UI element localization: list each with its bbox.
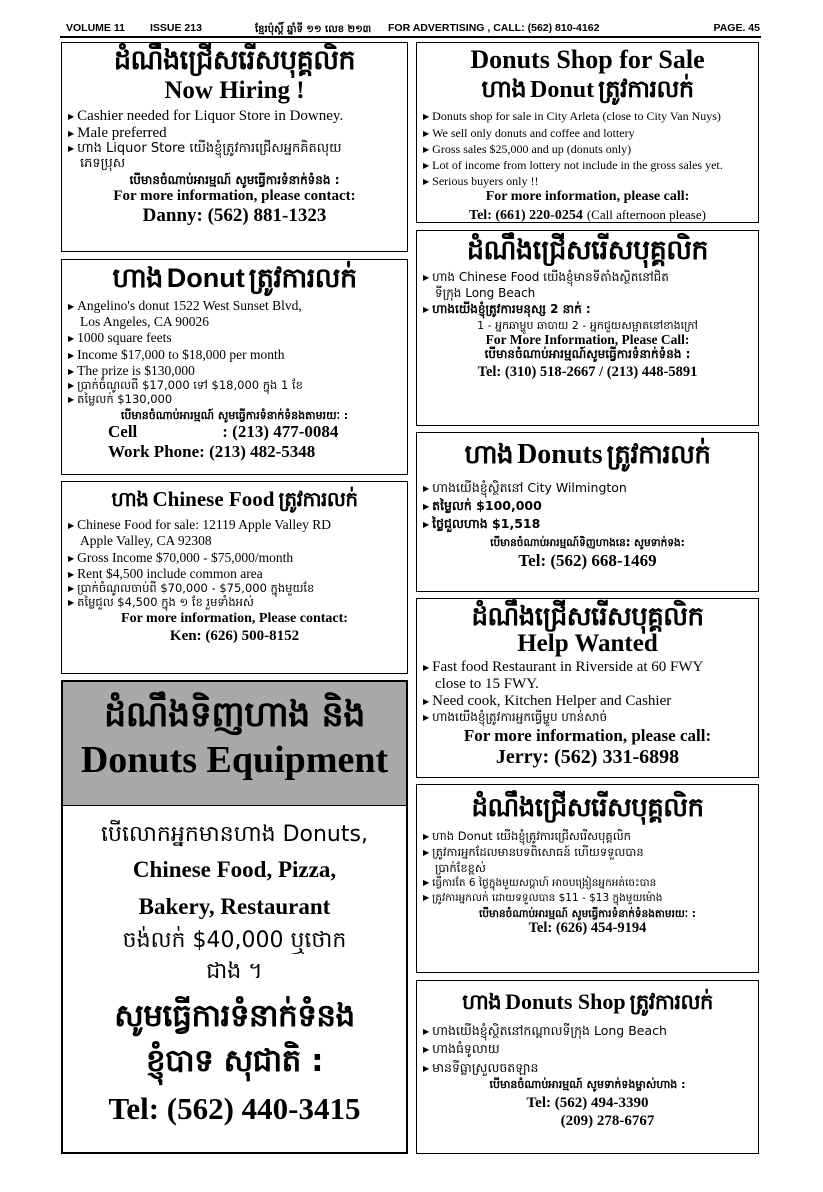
ad-khmer-title-en: Donuts Shop	[505, 989, 626, 1014]
ad-cell-label: Cell	[108, 422, 138, 442]
ad-khmer-title: ដំណឹងទិញហាង និង	[104, 695, 365, 735]
ad-line: ▶ តម្លៃជួល $4,500 ក្នុង ១ ខែ រួមទាំងអស់	[68, 596, 407, 610]
ad-line: Los Angeles, CA 90026	[80, 314, 210, 330]
ad-khmer-title: ត្រូវការលក់	[248, 263, 357, 294]
ad-khmer-title-en: Chinese Food	[152, 487, 275, 511]
ad-khmer-contact: ខ្ញុំបាទ សុជាតិ :	[145, 1042, 324, 1079]
ad-line: ▶ ហាង Chinese Food យើងខ្ញុំមានទីតាំងស្ថិតនៅជិត	[423, 269, 758, 285]
ad-line: ▶ ហាងយើងខ្ញុំត្រូវការអ្នកធ្វើម្ហូប ហាន់សាច់	[423, 711, 758, 725]
ad-khmer-title: ហាង	[112, 263, 163, 294]
ad-khmer-title: ត្រូវការលក់	[629, 990, 713, 1014]
ad-line: ▶ ហាងធំទូលាយ	[423, 1040, 758, 1058]
ad-contact: For more information, please call:	[485, 189, 690, 205]
ad-donuts-shop-long-beach	[416, 980, 759, 1154]
ad-line: ▶ ប្រាក់ចំណូលពី $17,000 ទៅ $18,000 ក្នុង 1 ខែ	[68, 379, 407, 393]
ad-line: Chinese Food, Pizza,	[132, 857, 337, 883]
ad-line: ▶ តម្លៃលក់ $100,000	[423, 497, 758, 515]
ad-line: ▶ ត្រូវការអ្នកលក់ ដោយទទួលបាន $11 - $13 ក្នុងមួយម៉ោង	[423, 891, 758, 906]
ad-line: ▶ 1000 square feets	[68, 330, 407, 346]
ad-line	[63, 822, 406, 847]
ad-khmer-contact: បើមានចំណាប់អារម្មណ៍ សូមធ្វើការទំនាក់ទំនងតាមរយៈ :	[120, 408, 349, 422]
ad-contact: For more information, please contact:	[113, 187, 356, 204]
ad-angelinos-donut	[61, 259, 408, 475]
ad-line: ▶ Chinese Food for sale: 12119 Apple Valley RD	[68, 517, 407, 533]
ad-phone-note: (Call afternoon please)	[586, 206, 706, 222]
ad-khmer-title-en: Donuts	[517, 439, 603, 470]
ad-phone: Tel: (562) 668-1469	[518, 550, 657, 570]
ad-title: Help Wanted	[517, 630, 658, 657]
ad-line: ▶ ធ្វើការតែ 6 ថ្ងៃក្នុងមួយសប្តាហ៍ អាចបង្រៀនអ្នកអត់ចេះបាន	[423, 876, 758, 891]
ad-line: ▶ Male preferred	[68, 125, 407, 142]
ad-line: ▶ ប្រាក់ចំណូលចាប់ពី $70,000 - $75,000 ក្នុងមួយខែ	[68, 582, 407, 596]
ad-phone: Tel: (562) 440-3415	[108, 1090, 361, 1126]
ad-line: ភេទប្រុស	[80, 156, 126, 172]
ad-khmer-title-en: Donut	[166, 263, 245, 293]
ad-khmer-title: ដំណឹងជ្រើសរើសបុគ្គលិក	[471, 602, 704, 632]
ad-phone: Tel: (310) 518-2667 / (213) 448-5891	[477, 363, 698, 380]
ad-donuts-wilmington	[416, 432, 759, 592]
ad-line: ▶ មានទីធ្លាស្រួលចតឡាន	[423, 1059, 758, 1077]
ad-khmer-title: ដំណឹងជ្រើសរើសបុគ្គលិក	[113, 45, 356, 76]
ad-line: ▶ ហាងយើងខ្ញុំស្ថិតនៅកណ្តាលទីក្រុង Long Beach	[423, 1022, 758, 1040]
ad-line: ▶ We sell only donuts and coffee and lottery	[423, 125, 758, 141]
ad-roles: 1 - អ្នកឆាម្ហូប ឆាបាយ 2 - អ្នកជួយសម្អាតនៅខាងក្រៅ	[477, 318, 698, 332]
ad-khmer-title-en: Donut	[530, 76, 595, 103]
ad-line: ▶ The prize is $130,000	[68, 363, 407, 379]
ad-donut-hiring	[416, 784, 759, 973]
ad-khmer-title: ដំណឹងជ្រើសរើសបុគ្គលិក	[471, 793, 704, 823]
ad-title: Now Hiring !	[164, 77, 305, 104]
ad-line: ▶ តម្លៃលក់ $130,000	[68, 393, 407, 407]
ad-khmer-contact: បើមានចំណាប់អារម្មណ៍ សូមទាក់ទងម្ចាស់ហាង :	[489, 1077, 686, 1091]
ad-line: ▶ ត្រូវការអ្នកដែលមានបទពិសោធន៍ ហើយទទួលបាន	[423, 844, 758, 860]
page-header	[60, 18, 760, 38]
volume-label: VOLUME 11	[66, 22, 125, 34]
ad-line: ▶ Gross sales $25,000 and up (donuts only)	[423, 141, 758, 157]
ad-line-text: បើលោកអ្នកមានហាង Donuts,	[101, 822, 368, 847]
ad-line: ប្រាក់ខែខ្ពស់	[435, 861, 486, 876]
ad-line: ▶ ថ្លៃជួលហាង $1,518	[423, 515, 758, 533]
ad-phone-secondary: (209) 278-6767	[560, 1112, 655, 1129]
ad-khmer-contact: បើមានចំណាប់អារម្មណ៍ទិញហាងនេះ សូមទាក់ទង:	[490, 536, 685, 549]
ad-line: ▶ Gross Income $70,000 - $75,000/month	[68, 550, 407, 566]
ad-line: ជាង ។	[206, 959, 263, 985]
ad-line: ចង់លក់ $40,000 ឬថោក	[122, 928, 347, 954]
ad-work-phone: (213) 482-5348	[209, 441, 316, 461]
ad-line: ▶ Rent $4,500 include common area	[68, 566, 407, 582]
ad-khmer-title: ត្រូវការលក់	[598, 74, 694, 103]
ad-khmer-title: ត្រូវការលក់	[606, 440, 711, 470]
ad-khmer-title: ត្រូវការលក់	[278, 487, 358, 511]
ad-phone: Tel: (626) 454-9194	[528, 919, 647, 936]
ad-line: ▶ Need cook, Kitchen Helper and Cashier	[423, 693, 758, 710]
ad-now-hiring	[61, 42, 408, 252]
ad-title: Donuts Shop for Sale	[470, 45, 705, 74]
ad-phone: Danny: (562) 881-1323	[142, 205, 327, 227]
ad-khmer-title: ហាង	[464, 440, 514, 470]
ad-donuts-shop-for-sale	[416, 42, 759, 223]
ad-work-label: Work Phone:	[108, 441, 205, 461]
ad-title: Donuts Equipment	[80, 739, 389, 781]
ad-khmer-title: ហាង	[462, 990, 502, 1014]
ad-line: ▶ Donuts shop for sale in City Arleta (close to City Van Nuys)	[423, 108, 758, 124]
ad-khmer-contact: សូមធ្វើការទំនាក់ទំនង	[114, 997, 355, 1034]
ad-phone: Tel: (562) 494-3390	[526, 1095, 649, 1112]
ad-line: ▶ ហាងយើងខ្ញុំត្រូវការមនុស្ស 2 នាក់ :	[423, 301, 758, 317]
ad-phone: Jerry: (562) 331-6898	[495, 745, 680, 768]
ad-cell-phone: : (213) 477-0084	[222, 422, 339, 442]
ad-khmer-contact: បើមានចំណាប់អារម្មណ៍ សូមធ្វើការទំនាក់ទំនងតាមរយៈ :	[479, 907, 696, 920]
ad-line: ▶ Lot of income from lottery not include in the gross sales yet.	[423, 157, 758, 173]
ad-help-wanted	[416, 598, 759, 778]
ad-khmer-title: ដំណឹងជ្រើសរើសបុគ្គលិក	[466, 235, 709, 266]
ad-line: ▶ Income $17,000 to $18,000 per month	[68, 347, 407, 363]
ad-khmer-contact: បើមានចំណាប់អារម្មណ៍ សូមធ្វើការទំនាក់ទំនង :	[129, 173, 340, 188]
ad-contact: For more information, Please contact:	[121, 611, 348, 627]
ad-line: ▶ ហាងយើងខ្ញុំស្ថិតនៅ City Wilmington	[423, 479, 758, 497]
ad-phone: Tel: (661) 220-0254	[469, 207, 583, 223]
ad-line: ▶ Serious buyers only !!	[423, 173, 758, 189]
ad-chinese-food-for-sale	[61, 481, 408, 674]
ad-donuts-equipment	[61, 680, 408, 1154]
ad-line: ទីក្រុង Long Beach	[435, 286, 536, 301]
advertising-contact: FOR ADVERTISING , CALL: (562) 810-4162	[388, 22, 600, 34]
page-number: PAGE. 45	[713, 22, 760, 34]
ad-line: ▶ ហាង Liquor Store យើងខ្ញុំត្រូវការជ្រើសអ្នកគិតលុយ	[68, 142, 407, 157]
ad-contact: For More Information, Please Call:	[485, 332, 690, 348]
ad-line: ▶ Cashier needed for Liquor Store in Downey.	[68, 108, 407, 125]
ad-line: ▶ Angelino's donut 1522 West Sunset Blvd,	[68, 298, 407, 314]
ad-line: Apple Valley, CA 92308	[80, 533, 212, 549]
ad-line: ▶ Fast food Restaurant in Riverside at 60 FWY	[423, 659, 758, 676]
ad-chinese-food-hiring	[416, 230, 759, 426]
ad-khmer-title: ហាង	[481, 74, 527, 103]
ad-contact: For more information, please call:	[463, 726, 712, 746]
header-rule	[60, 36, 761, 38]
ad-line: close to 15 FWY.	[435, 676, 539, 692]
ad-line: ▶ ហាង Donut យើងខ្ញុំត្រូវការជ្រើសរើសបុគ្គលិក	[423, 828, 758, 844]
ad-khmer-title: ហាង	[111, 487, 149, 511]
khmer-masthead: ខ្មែរប៉ុស្តិ៍ ឆ្នាំទី ១១ លេខ ២១៣	[255, 24, 372, 35]
ad-khmer-contact: បើមានចំណាប់អារម្មណ៍សូមធ្វើការទំនាក់ទំនង :	[484, 346, 691, 361]
issue-label: ISSUE 213	[150, 22, 202, 34]
ad-phone: Ken: (626) 500-8152	[169, 627, 300, 644]
ad-line: Bakery, Restaurant	[138, 893, 331, 919]
